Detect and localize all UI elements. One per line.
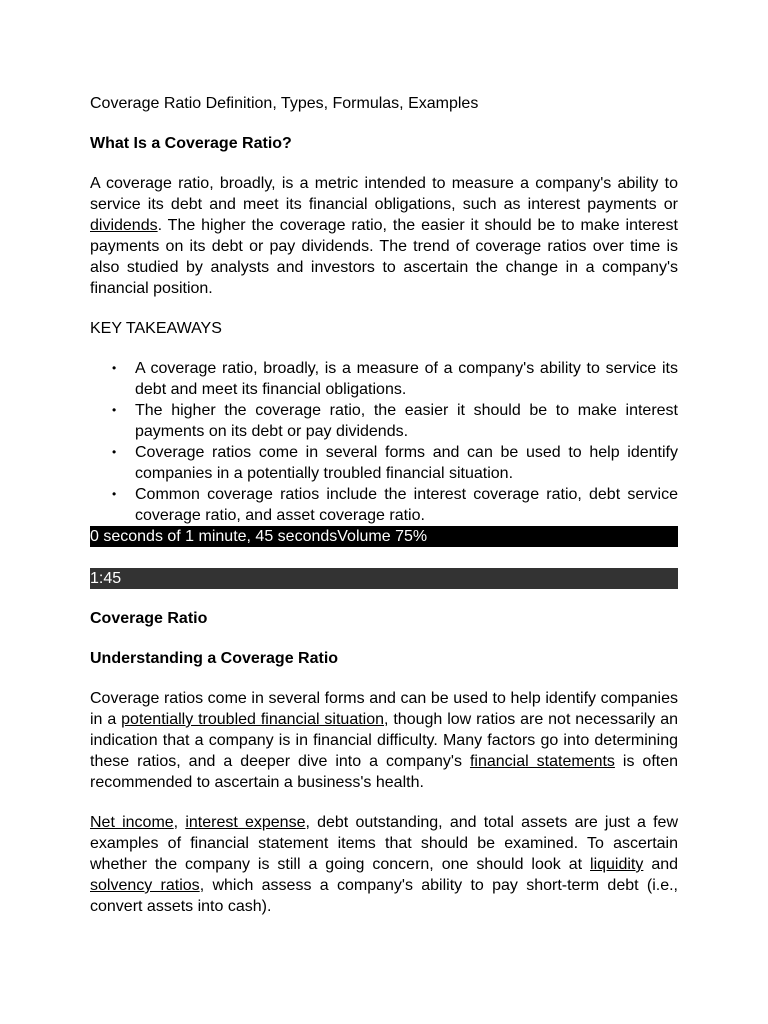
takeaway-text: Common coverage ratios include the interest coverage ratio, debt service coverage ratio, and asset coverage ratio. [135, 486, 678, 524]
bullet-icon: • [112, 487, 117, 501]
net-income-link[interactable]: Net income [90, 814, 174, 831]
video-status-bar[interactable]: 0 seconds of 1 minute, 45 secondsVolume 75% [90, 526, 678, 547]
bullet-icon: • [112, 403, 117, 417]
bullet-icon: • [112, 361, 117, 375]
intro-paragraph [90, 173, 678, 299]
takeaway-text: The higher the coverage ratio, the easier it should be to make interest payments on its debt or pay dividends. [135, 402, 678, 440]
takeaway-text: Coverage ratios come in several forms and can be used to help identify companies in a potentially troubled financial situation. [135, 444, 678, 482]
para2-text-3: , which assess a company's ability to pay short-term debt (i.e., convert assets into cash). [90, 877, 678, 915]
heading-coverage-ratio: Coverage Ratio [90, 610, 208, 627]
troubled-situation-link[interactable]: potentially troubled financial situation [121, 711, 385, 728]
dividends-link[interactable]: dividends [90, 217, 158, 234]
para2-text-1: , debt outstanding, and total assets are just a few examples of financial statement items that should be examined. To ascertain whether the company is still a going concern, one should look at [90, 814, 678, 873]
para1-text-2: , though low ratios are not necessarily an indication that a company is in financial difficulty. Many factors go into determining these ratios, and a deeper dive into a company's [90, 711, 679, 770]
heading-what-is: What Is a Coverage Ratio? [90, 135, 292, 152]
financial-statements-link[interactable]: financial statements [469, 753, 615, 770]
para2-text-2: and [643, 856, 679, 873]
intro-text-2: . The higher the coverage ratio, the easier it should be to make interest payments on its debt or pay dividends. The trend of coverage ratios over time is also studied by analysts and investors to ascertain the change in a company's financial position. [90, 217, 678, 297]
understanding-paragraph-2 [90, 812, 678, 917]
video-duration-bar[interactable]: 1:45 [90, 568, 678, 589]
takeaway-item [112, 400, 678, 442]
para1-text-3: is often recommended to ascertain a business's health. [90, 753, 679, 791]
document-title: Coverage Ratio Definition, Types, Formulas, Examples [90, 95, 479, 112]
intro-text-1: A coverage ratio, broadly, is a metric intended to measure a company's ability to service its debt and meet its financial obligations, such as interest payments or [90, 175, 678, 213]
key-takeaways-label: KEY TAKEAWAYS [90, 320, 222, 337]
bullet-icon: • [112, 445, 117, 459]
interest-expense-link[interactable]: interest expense [185, 814, 306, 831]
understanding-paragraph-1 [90, 688, 678, 793]
takeaway-text: A coverage ratio, broadly, is a measure of a company's ability to service its debt and meet its financial obligations. [135, 360, 678, 398]
takeaway-item [112, 358, 678, 400]
para1-text-1: Coverage ratios come in several forms and can be used to help identify companies in a [90, 690, 678, 728]
document-content [90, 93, 678, 936]
takeaway-item [112, 442, 678, 484]
heading-understanding: Understanding a Coverage Ratio [90, 650, 339, 667]
para2-separator: , [173, 814, 186, 831]
takeaway-item [112, 484, 678, 526]
solvency-ratios-link[interactable]: solvency ratios [90, 877, 200, 894]
takeaways-list [90, 358, 678, 526]
liquidity-link[interactable]: liquidity [590, 856, 644, 873]
